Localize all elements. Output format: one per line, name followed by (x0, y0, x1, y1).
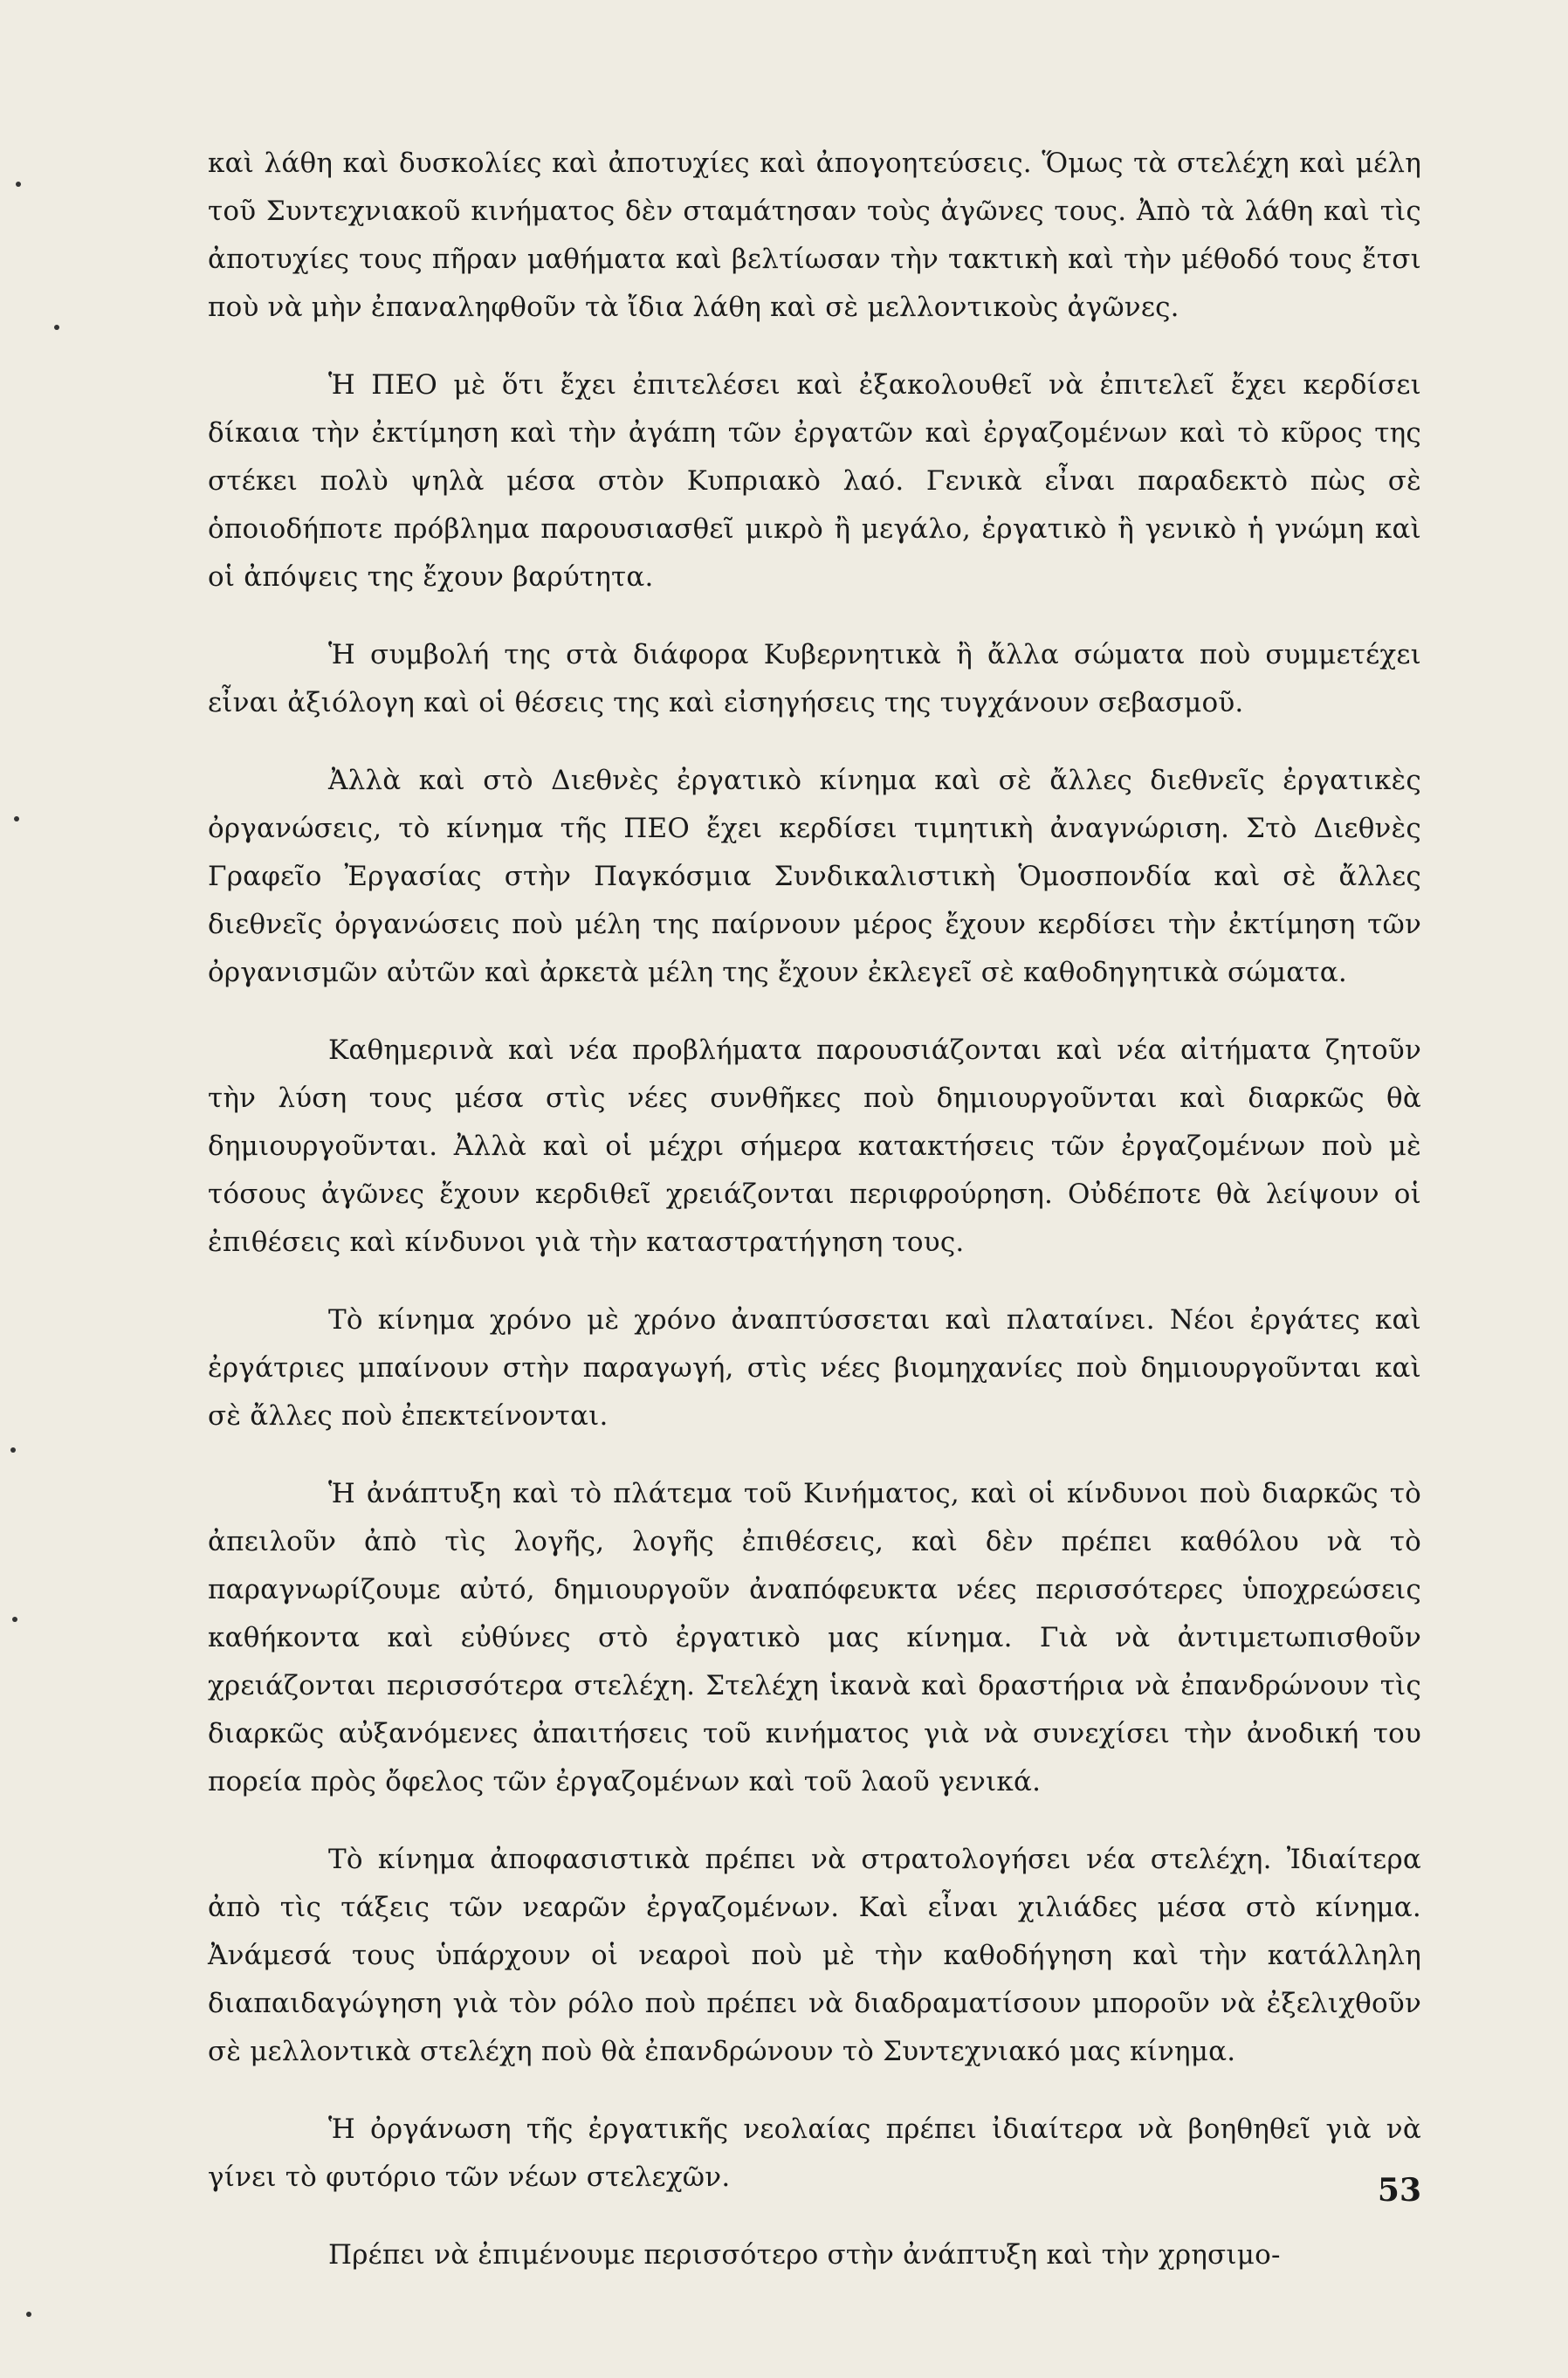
paragraph: καὶ λάθη καὶ δυσκολίες καὶ ἀποτυχίες καὶ ἀπογοητεύσεις. Ὅμως τὰ στελέχη καὶ μέλη τοῦ Συντεχνιακοῦ κινήματος δὲν σταμάτησαν τοὺς ἀγῶνες τους. Ἀπὸ τὰ λάθη καὶ τὶς ἀποτυχίες τους πῆραν μαθήματα καὶ βελτίωσαν τὴν τακτικὴ καὶ τὴν μέθοδό τους ἔτσι ποὺ νὰ μὴν ἐπαναληφθοῦν τὰ ἴδια λάθη καὶ σὲ μελλοντικοὺς ἀγῶνες. (208, 148, 1421, 323)
scan-speck (26, 2312, 31, 2317)
paragraph: Τὸ κίνημα ἀποφασιστικὰ πρέπει νὰ στρατολογήσει νέα στελέχη. Ἰδιαίτερα ἀπὸ τὶς τάξεις τῶν νεαρῶν ἐργαζομένων. Καὶ εἶναι χιλιάδες μέσα στὸ κίνημα. Ἀνάμεσά τους ὑπάρχουν οἱ νεαροὶ ποὺ μὲ τὴν καθοδήγηση καὶ τὴν κατάλληλη διαπαιδαγώγηση γιὰ τὸν ρόλο ποὺ πρέπει νὰ διαδραματίσουν μποροῦν νὰ ἐξελιχθοῦν σὲ μελλοντικὰ στελέχη ποὺ θὰ ἐπανδρώνουν τὸ Συντεχνιακό μας κίνημα. (208, 1844, 1421, 2067)
scan-speck (10, 1447, 16, 1453)
body-text (208, 140, 1421, 2309)
paragraph: Καθημερινὰ καὶ νέα προβλήματα παρουσιάζονται καὶ νέα αἰτήματα ζητοῦν τὴν λύση τους μέσα στὶς νέες συνθῆκες ποὺ δημιουργοῦνται καὶ διαρκῶς θὰ δημιουργοῦνται. Ἀλλὰ καὶ οἱ μέχρι σήμερα κατακτήσεις τῶν ἐργαζομένων ποὺ μὲ τόσους ἀγῶνες ἔχουν κερδιθεῖ χρειάζονται περιφρούρηση. Οὐδέποτε θὰ λείψουν οἱ ἐπιθέσεις καὶ κίνδυνοι γιὰ τὴν καταστρατήγηση τους. (208, 1034, 1421, 1258)
paragraph: Πρέπει νὰ ἐπιμένουμε περισσότερο στὴν ἀνάπτυξη καὶ τὴν χρησιμο- (328, 2239, 1281, 2271)
paragraph: Τὸ κίνημα χρόνο μὲ χρόνο ἀναπτύσσεται καὶ πλαταίνει. Νέοι ἐργάτες καὶ ἐργάτριες μπαίνουν στὴν παραγωγή, στὶς νέες βιομηχανίες ποὺ δημιουργοῦνται καὶ σὲ ἄλλες ποὺ ἐπεκτείνονται. (208, 1304, 1421, 1432)
scan-speck (12, 1617, 17, 1622)
page-number: 53 (1377, 2172, 1421, 2209)
paragraph: Ἡ συμβολή της στὰ διάφορα Κυβερνητικὰ ἢ ἄλλα σώματα ποὺ συμμετέχει εἶναι ἀξιόλογη καὶ οἱ θέσεις της καὶ εἰσηγήσεις της τυγχάνουν σεβασμοῦ. (208, 639, 1421, 718)
scan-speck (54, 325, 59, 330)
scan-speck (14, 816, 19, 821)
paragraph: Ἡ ὀργάνωση τῆς ἐργατικῆς νεολαίας πρέπει ἰδιαίτερα νὰ βοηθηθεῖ γιὰ νὰ γίνει τὸ φυτόριο τῶν νέων στελεχῶν. (208, 2113, 1421, 2193)
scan-speck (16, 182, 21, 187)
paragraph: Ἀλλὰ καὶ στὸ Διεθνὲς ἐργατικὸ κίνημα καὶ σὲ ἄλλες διεθνεῖς ἐργατικὲς ὀργανώσεις, τὸ κίνημα τῆς ΠΕΟ ἔχει κερδίσει τιμητικὴ ἀναγνώριση. Στὸ Διεθνὲς Γραφεῖο Ἐργασίας στὴν Παγκόσμια Συνδικαλιστικὴ Ὁμοσπονδία καὶ σὲ ἄλλες διεθνεῖς ὀργανώσεις ποὺ μέλη της παίρνουν μέρος ἔχουν κερδίσει τὴν ἐκτίμηση τῶν ὀργανισμῶν αὐτῶν καὶ ἀρκετὰ μέλη της ἔχουν ἐκλεγεῖ σὲ καθοδηγητικὰ σώματα. (208, 765, 1421, 988)
paragraph: Ἡ ἀνάπτυξη καὶ τὸ πλάτεμα τοῦ Κινήματος, καὶ οἱ κίνδυνοι ποὺ διαρκῶς τὸ ἀπειλοῦν ἀπὸ τὶς λογῆς, λογῆς ἐπιθέσεις, καὶ δὲν πρέπει καθόλου νὰ τὸ παραγνωρίζουμε αὐτό, δημιουργοῦν ἀναπόφευκτα νέες περισσότερες ὑποχρεώσεις καθήκοντα καὶ εὐθύνες στὸ ἐργατικὸ μας κίνημα. Γιὰ νὰ ἀντιμετωπισθοῦν χρειάζονται περισσότερα στελέχη. Στελέχη ἱκανὰ καὶ δραστήρια νὰ ἐπανδρώνουν τὶς διαρκῶς αὐξανόμενες ἀπαιτήσεις τοῦ κινήματος γιὰ νὰ συνεχίσει τὴν ἀνοδική του πορεία πρὸς ὄφελος τῶν ἐργαζομένων καὶ τοῦ λαοῦ γενικά. (208, 1478, 1421, 1797)
paragraph: Ἡ ΠΕΟ μὲ ὅτι ἔχει ἐπιτελέσει καὶ ἐξακολουθεῖ νὰ ἐπιτελεῖ ἔχει κερδίσει δίκαια τὴν ἐκτίμηση καὶ τὴν ἀγάπη τῶν ἐργατῶν καὶ ἐργαζομένων καὶ τὸ κῦρος της στέκει πολὺ ψηλὰ μέσα στὸν Κυπριακὸ λαό. Γενικὰ εἶναι παραδεκτὸ πὼς σὲ ὁποιοδήποτε πρόβλημα παρουσιασθεῖ μικρὸ ἢ μεγάλο, ἐργατικὸ ἢ γενικὸ ἡ γνώμη καὶ οἱ ἀπόψεις της ἔχουν βαρύτητα. (208, 369, 1421, 593)
